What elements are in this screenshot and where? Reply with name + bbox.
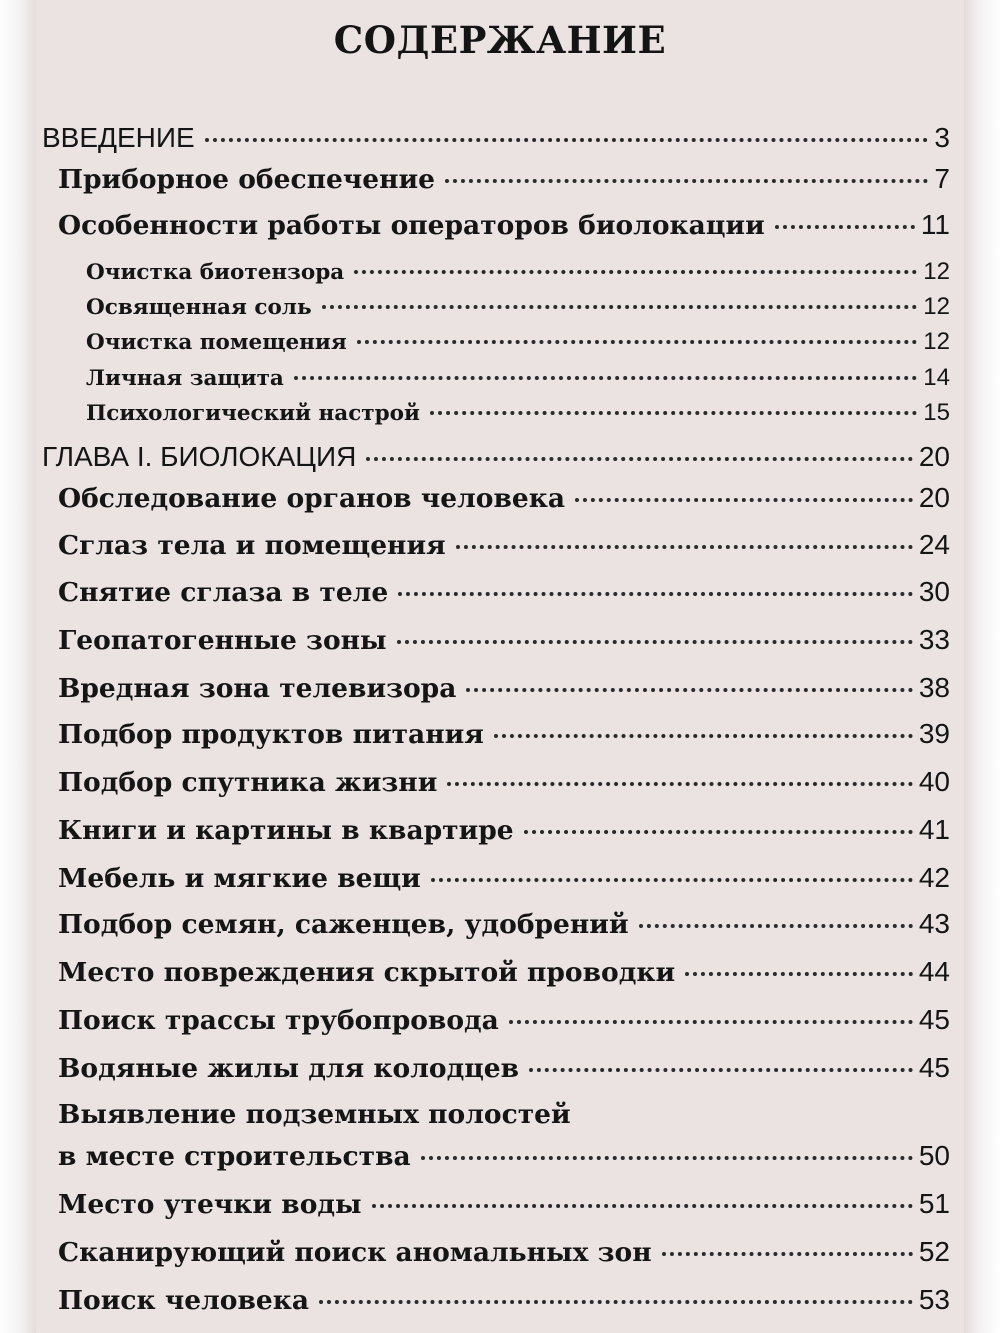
toc-page-number: 12 — [923, 293, 950, 320]
toc-entry-label: Очистка помещения — [86, 330, 347, 355]
dot-leader — [662, 1252, 913, 1256]
toc-page-number: 41 — [918, 814, 950, 845]
dot-leader — [466, 688, 912, 692]
toc-entry[interactable] — [36, 672, 950, 704]
toc-entry[interactable] — [36, 1004, 950, 1036]
toc-page-number: 7 — [934, 163, 950, 194]
toc-page-number: 20 — [918, 482, 950, 513]
toc-entry-label: ГЛАВА I. БИОЛОКАЦИЯ — [42, 441, 357, 472]
dot-leader — [205, 138, 929, 142]
toc-entry[interactable] — [36, 1140, 950, 1172]
toc-entry-label: Подбор спутника жизни — [58, 767, 438, 798]
toc-page-number: 40 — [918, 766, 950, 797]
toc-entry-label: Личная защита — [86, 366, 284, 391]
toc-entry[interactable] — [36, 814, 950, 846]
toc-entry[interactable] — [36, 1236, 950, 1268]
toc-entry-label: Подбор семян, саженцев, удобрений — [58, 909, 629, 940]
toc-page-number: 42 — [918, 862, 950, 893]
toc-entry-label: Обследование органов человека — [58, 483, 566, 514]
dot-leader — [430, 411, 917, 415]
dot-leader — [575, 498, 913, 502]
dot-leader — [421, 1156, 913, 1160]
toc-page-number: 51 — [918, 1188, 950, 1219]
toc-entry-label: Очистка биотензора — [86, 260, 345, 285]
toc-entry-label-line1: Выявление подземных полостей — [58, 1099, 571, 1130]
toc-page-number: 12 — [923, 328, 950, 355]
dot-leader — [509, 1020, 913, 1024]
toc-page-number: 39 — [918, 718, 950, 749]
toc-page-number: 12 — [923, 258, 950, 285]
toc-entry-label: Место повреждения скрытой проводки — [58, 957, 676, 988]
dot-leader — [445, 179, 928, 183]
toc-page-number: 53 — [918, 1284, 950, 1315]
toc-page-number: 52 — [918, 1236, 950, 1267]
dot-leader — [322, 305, 918, 309]
toc-page-number: 24 — [918, 529, 950, 560]
toc-entry-label: Освященная соль — [86, 295, 312, 320]
dot-leader — [319, 1300, 913, 1304]
toc-entry-label: Геопатогенные зоны — [58, 625, 387, 656]
toc-page-number: 33 — [918, 624, 950, 655]
toc-subentry[interactable] — [36, 258, 950, 286]
toc-entry-label: Приборное обеспечение — [58, 164, 436, 195]
toc-page-number: 30 — [918, 576, 950, 607]
toc-entry-label: ВВЕДЕНИЕ — [42, 122, 195, 153]
dot-leader — [431, 878, 913, 882]
toc-entry-label: Снятие сглаза в теле — [58, 577, 389, 608]
toc-entry-label: Вредная зона телевизора — [58, 673, 457, 704]
dot-leader — [529, 1068, 913, 1072]
toc-page-number: 11 — [920, 209, 950, 240]
toc-page-number: 45 — [918, 1004, 950, 1035]
toc-entry[interactable] — [36, 209, 950, 241]
dot-leader — [685, 972, 913, 976]
toc-page-number: 20 — [918, 441, 950, 472]
page-edge-right — [964, 0, 1000, 1333]
toc-entry[interactable] — [36, 766, 950, 798]
toc-page-number: 44 — [918, 956, 950, 987]
book-page — [36, 0, 964, 1333]
dot-leader — [639, 924, 913, 928]
dot-leader — [494, 734, 913, 738]
dot-leader — [456, 545, 913, 549]
dot-leader — [372, 1204, 913, 1208]
toc-page-number: 3 — [934, 122, 950, 153]
dot-leader — [357, 340, 918, 344]
toc-entry-label: Поиск человека — [58, 1285, 310, 1316]
toc-page-number: 45 — [918, 1052, 950, 1083]
toc-page-number: 43 — [918, 908, 950, 939]
toc-entry[interactable] — [36, 718, 950, 750]
toc-page-number: 50 — [918, 1140, 950, 1171]
dot-leader — [294, 376, 917, 380]
toc-entry-label: Сглаз тела и помещения — [58, 530, 446, 561]
toc-subentry[interactable] — [36, 364, 950, 392]
toc-page-number: 15 — [923, 399, 950, 426]
toc-entry[interactable] — [36, 956, 950, 988]
toc-entry-chapter-1[interactable] — [36, 441, 950, 473]
toc-entry[interactable] — [36, 1052, 950, 1084]
dot-leader — [524, 830, 913, 834]
toc-page-number: 38 — [918, 672, 950, 703]
toc-entry-label: Мебель и мягкие вещи — [58, 863, 421, 894]
toc-entry[interactable] — [36, 624, 950, 656]
toc-entry-label: Психологический настрой — [86, 401, 420, 426]
toc-entry-label: Сканирующий поиск аномальных зон — [58, 1237, 652, 1268]
dot-leader — [397, 640, 913, 644]
toc-entry[interactable] — [36, 908, 950, 940]
dot-leader — [398, 592, 913, 596]
dot-leader — [366, 457, 913, 461]
toc-entry-label: в месте строительства — [58, 1141, 411, 1172]
toc-entry[interactable] — [36, 862, 950, 894]
toc-entry[interactable] — [36, 576, 950, 608]
toc-entry[interactable] — [36, 163, 950, 195]
toc-subentry[interactable] — [36, 399, 950, 427]
toc-entry[interactable] — [36, 482, 950, 514]
dot-leader — [775, 225, 915, 229]
toc-entry-introduction[interactable] — [36, 122, 950, 154]
dot-leader — [354, 270, 917, 274]
toc-subentry[interactable] — [36, 293, 950, 321]
toc-entry-label: Особенности работы операторов биолокации — [58, 210, 765, 241]
toc-entry[interactable] — [36, 1188, 950, 1220]
toc-entry-label: Поиск трассы трубопровода — [58, 1005, 499, 1036]
dot-leader — [447, 782, 912, 786]
page-edge-left — [0, 0, 36, 1333]
toc-page-number: 14 — [923, 364, 950, 391]
toc-entry[interactable] — [36, 529, 950, 561]
toc-entry-label: Книги и картины в квартире — [58, 815, 514, 846]
toc-subentry[interactable] — [36, 328, 950, 356]
page-title: СОДЕРЖАНИЕ — [333, 18, 667, 62]
toc-entry-label: Место утечки воды — [58, 1189, 362, 1220]
toc-entry[interactable] — [36, 1284, 950, 1316]
toc-entry-label: Водяные жилы для колодцев — [58, 1053, 520, 1084]
toc-entry-label: Подбор продуктов питания — [58, 719, 484, 750]
